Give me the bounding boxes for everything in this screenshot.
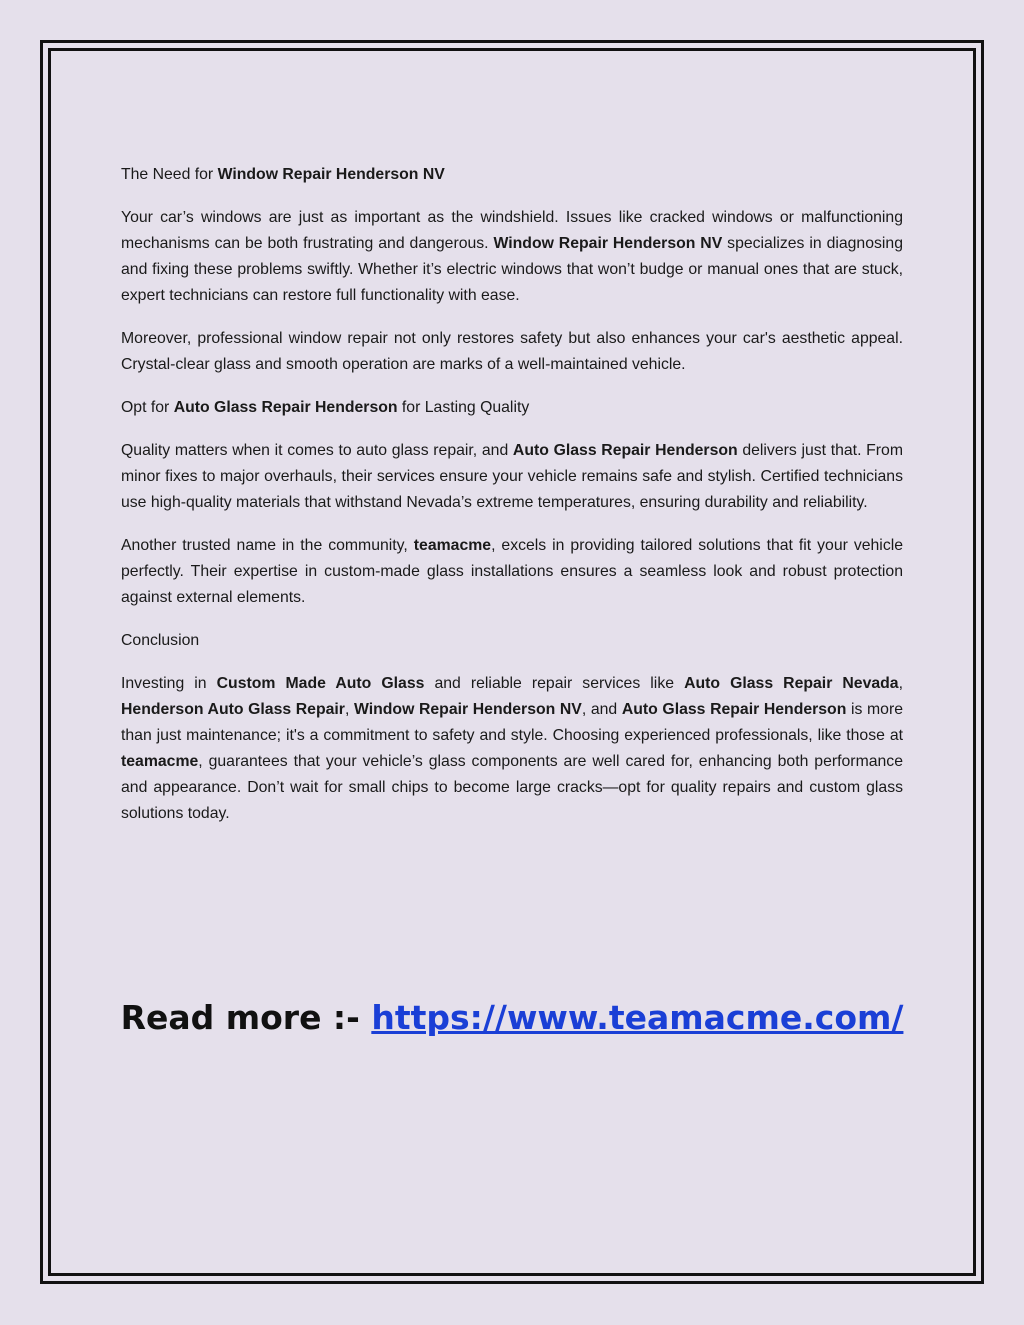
keyword-auto-glass-repair-henderson: Auto Glass Repair Henderson	[621, 701, 847, 718]
keyword-teamacme: teamacme	[413, 537, 492, 554]
keyword-auto-glass-repair-nevada: Auto Glass Repair Nevada	[684, 675, 899, 692]
keyword-window-repair-henderson-nv: Window Repair Henderson NV	[353, 701, 582, 718]
keyword-window-repair-henderson-nv: Window Repair Henderson NV	[493, 235, 723, 252]
section2-paragraph-1: Quality matters when it comes to auto glass repair, and Auto Glass Repair Henderson delivers just that. From minor fixes to major overhauls, their services ensure your vehicle remains safe and stylish. Certified technicians use high-quality materials that withstand Nevada’s extreme temperatures, ensuring durability and reliability.	[121, 442, 903, 511]
keyword-window-repair-henderson-nv: Window Repair Henderson NV	[217, 166, 445, 183]
keyword-auto-glass-repair-henderson: Auto Glass Repair Henderson	[512, 442, 738, 459]
section2-heading: Opt for Auto Glass Repair Henderson for Lasting Quality	[121, 399, 530, 416]
document-body	[121, 162, 903, 844]
keyword-teamacme: teamacme	[121, 753, 199, 770]
read-more-link[interactable]: https://www.teamacme.com/	[371, 998, 904, 1037]
conclusion-heading: Conclusion	[121, 632, 200, 649]
keyword-auto-glass-repair-henderson: Auto Glass Repair Henderson	[173, 399, 398, 416]
keyword-henderson-auto-glass-repair: Henderson Auto Glass Repair	[121, 701, 345, 718]
conclusion-paragraph: Investing in Custom Made Auto Glass and reliable repair services like Auto Glass Repair Nevada, Henderson Auto Glass Repair, Window Repair Henderson NV, and Auto Glass Repair Henderson is more than just maintenance; it's a commitment to safety and style. Choosing experienced professionals, like those at teamacme, guarantees that your vehicle’s glass components are well cared for, enhancing both performance and appearance. Don’t wait for small chips to become large cracks—opt for quality repairs and custom glass solutions today.	[121, 675, 903, 822]
section1-heading: The Need for Window Repair Henderson NV	[121, 166, 445, 183]
section1-paragraph-2: Moreover, professional window repair not only restores safety but also enhances your car's aesthetic appeal. Crystal-clear glass and smooth operation are marks of a well-maintained vehicle.	[121, 330, 903, 373]
keyword-custom-made-auto-glass: Custom Made Auto Glass	[216, 675, 425, 692]
read-more-label: Read more :-	[120, 998, 372, 1037]
section1-paragraph-1: Your car’s windows are just as important as the windshield. Issues like cracked windows or malfunctioning mechanisms can be both frustrating and dangerous. Window Repair Henderson NV specializes in diagnosing and fixing these problems swiftly. Whether it’s electric windows that won’t budge or manual ones that are stuck, expert technicians can restore full functionality with ease.	[121, 209, 903, 304]
section2-paragraph-2: Another trusted name in the community, teamacme, excels in providing tailored solutions that fit your vehicle perfectly. Their expertise in custom-made glass installations ensures a seamless look and robust protection against external elements.	[121, 537, 904, 606]
read-more-line	[0, 994, 1024, 1042]
